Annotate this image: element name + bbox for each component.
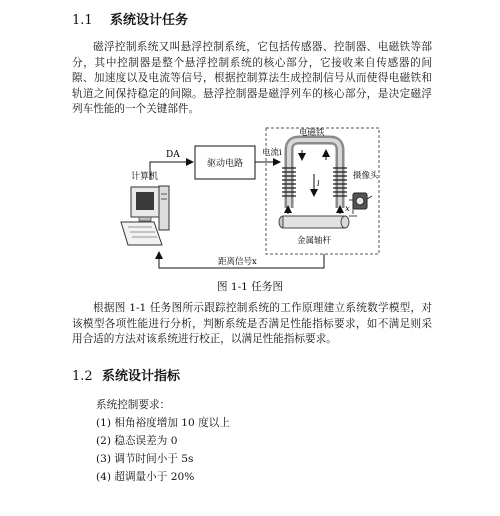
gap-symbol: x (345, 204, 350, 214)
requirement-item: (2) 稳态误差为 0 (96, 435, 178, 447)
requirement-item: (3) 调节时间小于 5s (96, 453, 194, 465)
paragraph-analysis: 根据图 1-1 任务图所示跟踪控制系统的工作原理建立系统数学模型，对该模型各项性能进行分析，判断系统是否满足性能指标要求，如不满足则采用合适的方法对该系统进行校正，以满足性能指标要求。 (72, 302, 432, 346)
requirement-item: (1) 相角裕度增加 10 度以上 (96, 417, 230, 429)
section-number: 1.2 (72, 369, 93, 384)
metal-rod-label: 金属轴杆 (297, 236, 332, 246)
driver-label: 驱动电路 (206, 159, 244, 169)
computer-label: 计算机 (131, 172, 159, 182)
current-symbol: i (317, 179, 320, 189)
camera-icon (353, 193, 372, 209)
figure-caption: 图 1-1 任务图 (216, 281, 284, 293)
section-heading-1-2 (72, 365, 180, 384)
requirements-intro: 系统控制要求： (96, 399, 171, 411)
metal-rod-icon (279, 206, 349, 228)
computer-icon (121, 186, 169, 245)
requirement-item: (4) 超调量小于 20% (96, 471, 195, 483)
da-label: DA (166, 150, 180, 160)
camera-label: 摄像头 (353, 171, 379, 181)
section-number: 1.1 (72, 13, 93, 28)
electromagnet-icon (282, 140, 347, 208)
task-diagram (0, 120, 500, 280)
section-heading-1-1 (72, 9, 188, 28)
distance-signal-label: 距离信号x (218, 257, 257, 267)
section-title: 系统设计指标 (102, 369, 181, 384)
current-label: 电流i (262, 148, 282, 158)
section-title: 系统设计任务 (110, 13, 189, 28)
electromagnet-label: 电磁铁 (299, 128, 325, 138)
paragraph-intro: 磁浮控制系统又叫悬浮控制系统，它包括传感器、控制器、电磁铁等部分，其中控制器是整个悬浮控制系统的核心部分，它接收来自传感器的间隙、加速度以及电流等信号，根据控制算法生成控制信号从而使得电磁铁和轨道之间保持稳定的间隙。悬浮控制器是磁浮列车的核心部分，是决定磁浮列车性能的一个关键部件。 (72, 41, 432, 116)
